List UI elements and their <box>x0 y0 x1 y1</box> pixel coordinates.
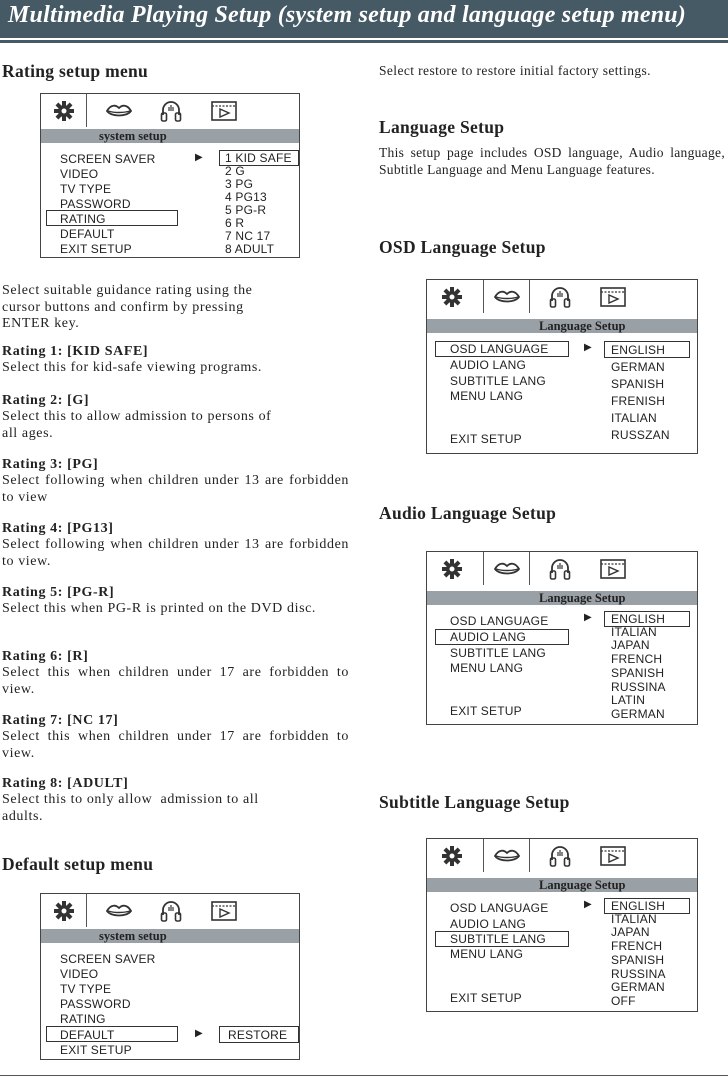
language-option[interactable]: SPANISH <box>611 953 665 967</box>
rating-4-title: Rating 4: [PG13] <box>2 521 114 536</box>
menu-item-exit-setup[interactable]: EXIT SETUP <box>450 704 522 718</box>
tab-audio-setup[interactable] <box>537 280 582 313</box>
language-option[interactable]: SPANISH <box>611 666 665 680</box>
lips-icon <box>105 104 133 118</box>
audio-language-heading: Audio Language Setup <box>379 503 557 523</box>
lips-icon <box>493 562 521 576</box>
tab-video-setup[interactable] <box>201 894 246 927</box>
osd-language-heading: OSD Language Setup <box>379 237 546 257</box>
headphones-icon <box>548 844 572 868</box>
tab-video-setup[interactable] <box>590 839 635 872</box>
language-option[interactable]: SPANISH <box>611 377 665 391</box>
menu-item-exit-setup[interactable]: EXIT SETUP <box>60 1043 132 1057</box>
menu-strip: Language Setup <box>427 878 697 892</box>
rating-2-text: Select this to allow admission to persons of all ages. <box>2 409 272 441</box>
film-icon <box>600 559 626 579</box>
arrow-right-icon: ▶ <box>584 899 592 910</box>
language-option[interactable]: GERMAN <box>611 980 665 994</box>
film-icon <box>211 901 237 921</box>
rating-3-text: Select following when children under 13 are forbidden to view <box>2 473 349 505</box>
arrow-right-icon: ▶ <box>584 612 592 623</box>
menu-item-menu-lang[interactable]: MENU LANG <box>450 389 524 403</box>
language-option[interactable]: JAPAN <box>611 638 650 652</box>
rating-option[interactable]: 3 PG <box>225 177 254 191</box>
menu-item-audio-lang[interactable]: AUDIO LANG <box>450 358 527 372</box>
subtitle-language-menu <box>426 838 698 1012</box>
menu-item-rating[interactable]: RATING <box>60 212 106 226</box>
menu-item-screen-saver[interactable]: SCREEN SAVER <box>60 152 156 166</box>
rating-6-title: Rating 6: [R] <box>2 649 89 664</box>
language-option[interactable]: FRENISH <box>611 394 666 408</box>
tab-language-setup[interactable] <box>96 894 141 927</box>
lips-icon <box>493 290 521 304</box>
language-option[interactable]: ENGLISH <box>611 343 666 357</box>
tab-system-setup[interactable] <box>429 552 474 585</box>
tab-video-setup[interactable] <box>590 280 635 313</box>
menu-item-osd-language[interactable]: OSD LANGUAGE <box>450 342 549 356</box>
subtitle-language-heading: Subtitle Language Setup <box>379 792 570 812</box>
rating-1-title: Rating 1: [KID SAFE] <box>2 344 149 359</box>
rating-setup-menu <box>40 93 300 258</box>
tab-language-setup[interactable] <box>483 552 530 585</box>
arrow-right-icon: ▶ <box>195 1028 203 1039</box>
headphones-icon <box>159 99 183 123</box>
tab-language-setup[interactable] <box>483 280 530 313</box>
language-option[interactable]: FRENCH <box>611 939 663 953</box>
gear-icon <box>441 845 463 867</box>
menu-item-password[interactable]: PASSWORD <box>60 197 131 211</box>
menu-item-tv-type[interactable]: TV TYPE <box>60 982 112 996</box>
rating-4-text: Select following when children under 13 are forbidden to view. <box>2 537 349 569</box>
rating-option[interactable]: 2 G <box>225 164 245 178</box>
tab-system-setup[interactable] <box>41 94 87 127</box>
film-icon <box>211 101 237 121</box>
audio-language-menu <box>426 551 698 725</box>
menu-item-tv-type[interactable]: TV TYPE <box>60 182 112 196</box>
osd-language-menu <box>426 279 698 454</box>
menu-strip: system setup <box>41 929 299 943</box>
language-option[interactable]: RUSSZAN <box>611 428 670 442</box>
rating-6-text: Select this when children under 17 are forbidden to view. <box>2 665 349 697</box>
banner-underline <box>0 40 728 43</box>
language-option[interactable]: ITALIAN <box>611 625 657 639</box>
gear-icon <box>441 558 463 580</box>
tab-system-setup[interactable] <box>41 894 87 927</box>
rating-option[interactable]: 6 R <box>225 216 245 230</box>
arrow-right-icon: ▶ <box>584 342 592 353</box>
tab-audio-setup[interactable] <box>148 894 193 927</box>
gear-icon <box>53 100 75 122</box>
rating-8-text: Select this to only allow admission to all adults. <box>2 792 259 824</box>
menu-item-exit-setup[interactable]: EXIT SETUP <box>60 242 132 256</box>
menu-item-rating[interactable]: RATING <box>60 1012 106 1026</box>
menu-item-screen-saver[interactable]: SCREEN SAVER <box>60 952 156 966</box>
language-option[interactable]: GERMAN <box>611 360 665 374</box>
tab-language-setup[interactable] <box>96 94 141 127</box>
rating-2-title: Rating 2: [G] <box>2 393 90 408</box>
menu-item-osd-language[interactable]: OSD LANGUAGE <box>450 614 549 628</box>
tab-audio-setup[interactable] <box>148 94 193 127</box>
tab-language-setup[interactable] <box>483 839 530 872</box>
restore-description: Select restore to restore initial factory settings. <box>379 63 651 78</box>
language-option[interactable]: ITALIAN <box>611 411 657 425</box>
language-option[interactable]: RUSSINA <box>611 967 666 981</box>
rating-option[interactable]: 4 PG13 <box>225 190 267 204</box>
restore-option[interactable]: RESTORE <box>228 1028 288 1042</box>
menu-item-osd-language[interactable]: OSD LANGUAGE <box>450 901 549 915</box>
arrow-right-icon: ▶ <box>195 152 203 163</box>
tab-system-setup[interactable] <box>429 280 474 313</box>
language-option[interactable]: RUSSINA <box>611 680 666 694</box>
tab-video-setup[interactable] <box>201 94 246 127</box>
language-option[interactable]: JAPAN <box>611 925 650 939</box>
language-option[interactable]: ENGLISH <box>611 612 666 626</box>
default-setup-menu <box>40 893 300 1060</box>
lips-icon <box>493 849 521 863</box>
menu-item-subtitle-lang[interactable]: SUBTITLE LANG <box>450 932 546 946</box>
menu-item-video[interactable]: VIDEO <box>60 167 99 181</box>
tab-audio-setup[interactable] <box>537 552 582 585</box>
menu-strip: Language Setup <box>427 591 697 605</box>
bottom-rule <box>0 1075 728 1076</box>
language-setup-text: This setup page includes OSD language, Audio language, Subtitle Language and Menu Language features. <box>379 145 725 177</box>
menu-item-menu-lang[interactable]: MENU LANG <box>450 661 524 675</box>
menu-item-video[interactable]: VIDEO <box>60 967 99 981</box>
headphones-icon <box>548 557 572 581</box>
film-icon <box>600 846 626 866</box>
default-setup-heading: Default setup menu <box>2 854 154 874</box>
menu-item-exit-setup[interactable]: EXIT SETUP <box>450 991 522 1005</box>
menu-item-subtitle-lang[interactable]: SUBTITLE LANG <box>450 374 546 388</box>
rating-7-text: Select this when children under 17 are forbidden to view. <box>2 729 349 761</box>
headphones-icon <box>159 899 183 923</box>
rating-5-text: Select this when PG-R is printed on the DVD disc. <box>2 601 317 616</box>
language-option[interactable]: GERMAN <box>611 707 665 721</box>
language-option[interactable]: FRENCH <box>611 652 663 666</box>
menu-item-default[interactable]: DEFAULT <box>60 227 115 241</box>
rating-option[interactable]: 5 PG-R <box>225 203 267 217</box>
gear-icon <box>53 900 75 922</box>
lips-icon <box>105 904 133 918</box>
menu-item-audio-lang[interactable]: AUDIO LANG <box>450 917 527 931</box>
rating-option[interactable]: 7 NC 17 <box>225 229 271 243</box>
language-setup-heading: Language Setup <box>379 117 505 137</box>
rating-1-text: Select this for kid-safe viewing programs. <box>2 360 263 375</box>
rating-intro-text: Select suitable guidance rating using the cursor buttons and confirm by pressing ENTER key. <box>2 283 253 331</box>
gear-icon <box>441 286 463 308</box>
film-icon <box>600 287 626 307</box>
menu-item-exit-setup[interactable]: EXIT SETUP <box>450 432 522 446</box>
menu-item-default[interactable]: DEFAULT <box>60 1028 115 1042</box>
menu-item-password[interactable]: PASSWORD <box>60 997 131 1011</box>
tab-video-setup[interactable] <box>590 552 635 585</box>
page-title: Multimedia Playing Setup (system setup and language setup menu) <box>8 2 686 28</box>
rating-7-title: Rating 7: [NC 17] <box>2 713 119 728</box>
language-option[interactable]: LATIN <box>611 693 646 707</box>
tab-audio-setup[interactable] <box>537 839 582 872</box>
rating-option[interactable]: 8 ADULT <box>225 242 275 256</box>
rating-3-title: Rating 3: [PG] <box>2 457 99 472</box>
rating-option[interactable]: 1 KID SAFE <box>225 151 292 165</box>
rating-5-title: Rating 5: [PG-R] <box>2 585 115 600</box>
rating-8-title: Rating 8: [ADULT] <box>2 776 129 791</box>
rating-setup-heading: Rating setup menu <box>2 61 149 81</box>
menu-item-subtitle-lang[interactable]: SUBTITLE LANG <box>450 646 546 660</box>
menu-item-menu-lang[interactable]: MENU LANG <box>450 947 524 961</box>
headphones-icon <box>548 285 572 309</box>
menu-strip: Language Setup <box>427 319 697 333</box>
language-option[interactable]: ITALIAN <box>611 912 657 926</box>
menu-strip: system setup <box>41 129 299 143</box>
language-option[interactable]: ENGLISH <box>611 899 666 913</box>
menu-item-audio-lang[interactable]: AUDIO LANG <box>450 630 527 644</box>
language-option[interactable]: OFF <box>611 994 636 1008</box>
tab-system-setup[interactable] <box>429 839 474 872</box>
